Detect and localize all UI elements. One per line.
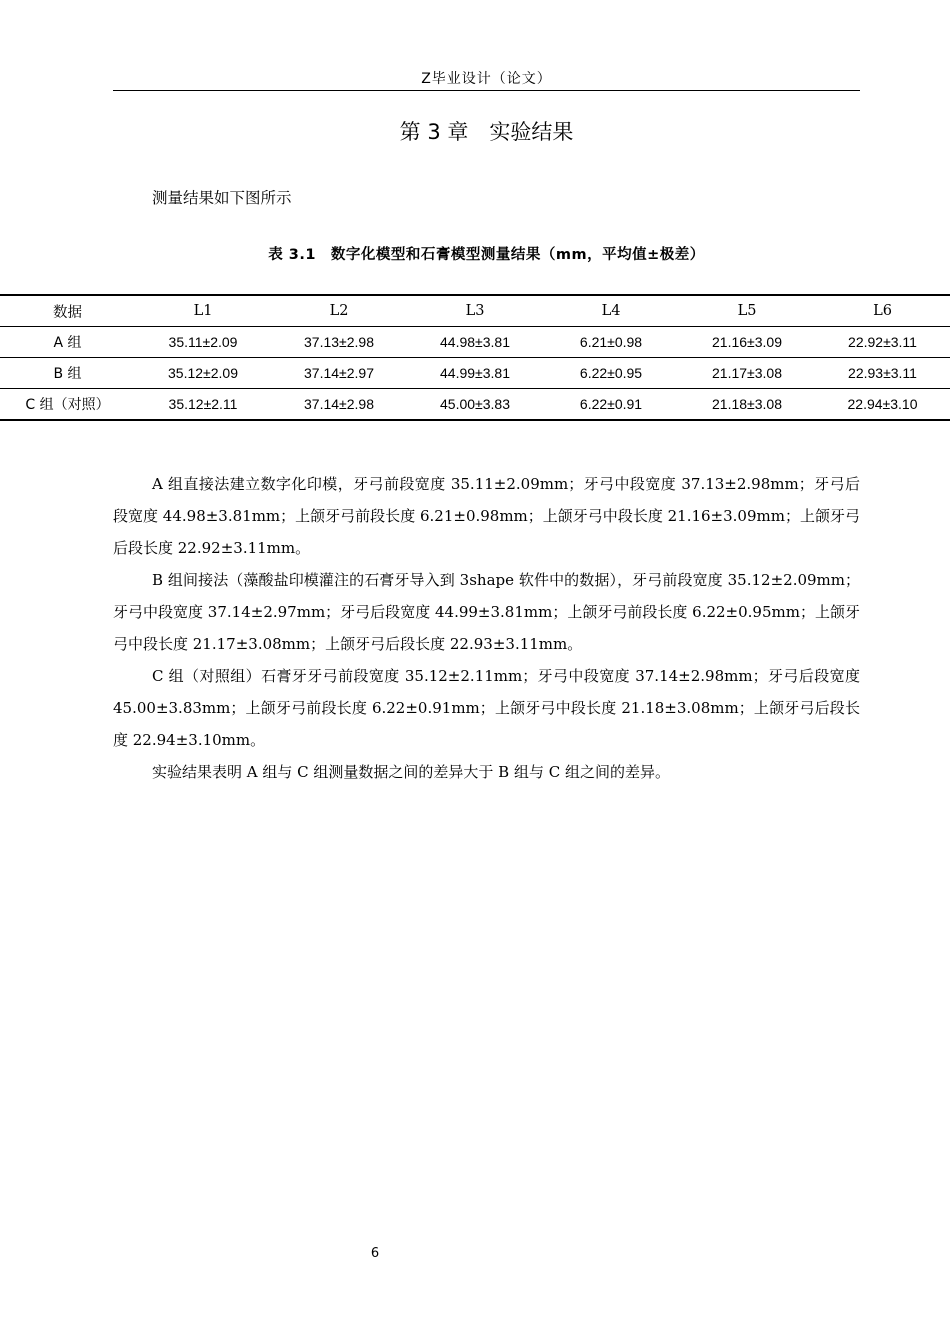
row-label: A 组 [0,327,135,358]
body-text [113,468,860,788]
running-header: Z毕业设计（论文） [421,71,552,87]
column-header: 数据 [0,295,135,327]
table-caption: 表 3.1 数字化模型和石膏模型测量结果（mm，平均值±极差） [268,247,705,263]
table-cell: 6.21±0.98 [543,327,679,358]
table-cell: 35.12±2.11 [135,389,271,421]
table-cell: 6.22±0.95 [543,358,679,389]
paragraph-group-b: B 组间接法（藻酸盐印模灌注的石膏牙导入到 3shape 软件中的数据），牙弓前段宽度 35.12±2.09mm；牙弓中段宽度 37.14±2.97mm；牙弓后段宽度 44.99±3.81mm；上颌牙弓前段长度 6.22±0.95mm；上颌牙弓中段长度 21.17±3.08mm；上颌牙弓后段长度 22.93±3.11mm。 [113,571,860,653]
table-row [0,389,950,421]
paragraph-group-a: A 组直接法建立数字化印模，牙弓前段宽度 35.11±2.09mm；牙弓中段宽度 37.13±2.98mm；牙弓后段宽度 44.98±3.81mm；上颌牙弓前段长度 6.21±0.98mm；上颌牙弓中段长度 21.16±3.09mm；上颌牙弓后段长度 22.92±3.11mm。 [113,475,860,557]
column-header: L3 [407,295,543,327]
column-header: L4 [543,295,679,327]
column-header: L2 [271,295,407,327]
chapter-title: 第 3 章 实验结果 [399,120,574,144]
table-cell: 35.11±2.09 [135,327,271,358]
intro-text: 测量结果如下图所示 [152,189,292,207]
table-cell: 37.13±2.98 [271,327,407,358]
table-cell: 45.00±3.83 [407,389,543,421]
column-header: L5 [679,295,815,327]
table-cell: 21.16±3.09 [679,327,815,358]
table-cell: 22.92±3.11 [815,327,950,358]
table-cell: 37.14±2.97 [271,358,407,389]
table-cell: 22.93±3.11 [815,358,950,389]
table-cell: 44.98±3.81 [407,327,543,358]
table-cell: 37.14±2.98 [271,389,407,421]
table-cell: 21.17±3.08 [679,358,815,389]
row-label: B 组 [0,358,135,389]
table-row [0,358,950,389]
paragraph-group-c: C 组（对照组）石膏牙牙弓前段宽度 35.12±2.11mm；牙弓中段宽度 37.14±2.98mm；牙弓后段宽度 45.00±3.83mm；上颌牙弓前段长度 6.22±0.91mm；上颌牙弓中段长度 21.18±3.08mm；上颌牙弓后段长度 22.94±3.10mm。 [113,667,860,749]
table-cell: 35.12±2.09 [135,358,271,389]
results-table [0,294,950,421]
column-header: L1 [135,295,271,327]
header-rule [113,90,860,91]
paragraph-conclusion: 实验结果表明 A 组与 C 组测量数据之间的差异大于 B 组与 C 组之间的差异。 [152,763,670,781]
page-number: 6 [370,1246,380,1261]
table-cell: 6.22±0.91 [543,389,679,421]
column-header: L6 [815,295,950,327]
table-cell: 22.94±3.10 [815,389,950,421]
table-cell: 44.99±3.81 [407,358,543,389]
row-label: C 组（对照） [0,389,135,421]
table-header-row [0,295,950,327]
table-cell: 21.18±3.08 [679,389,815,421]
table-row [0,327,950,358]
